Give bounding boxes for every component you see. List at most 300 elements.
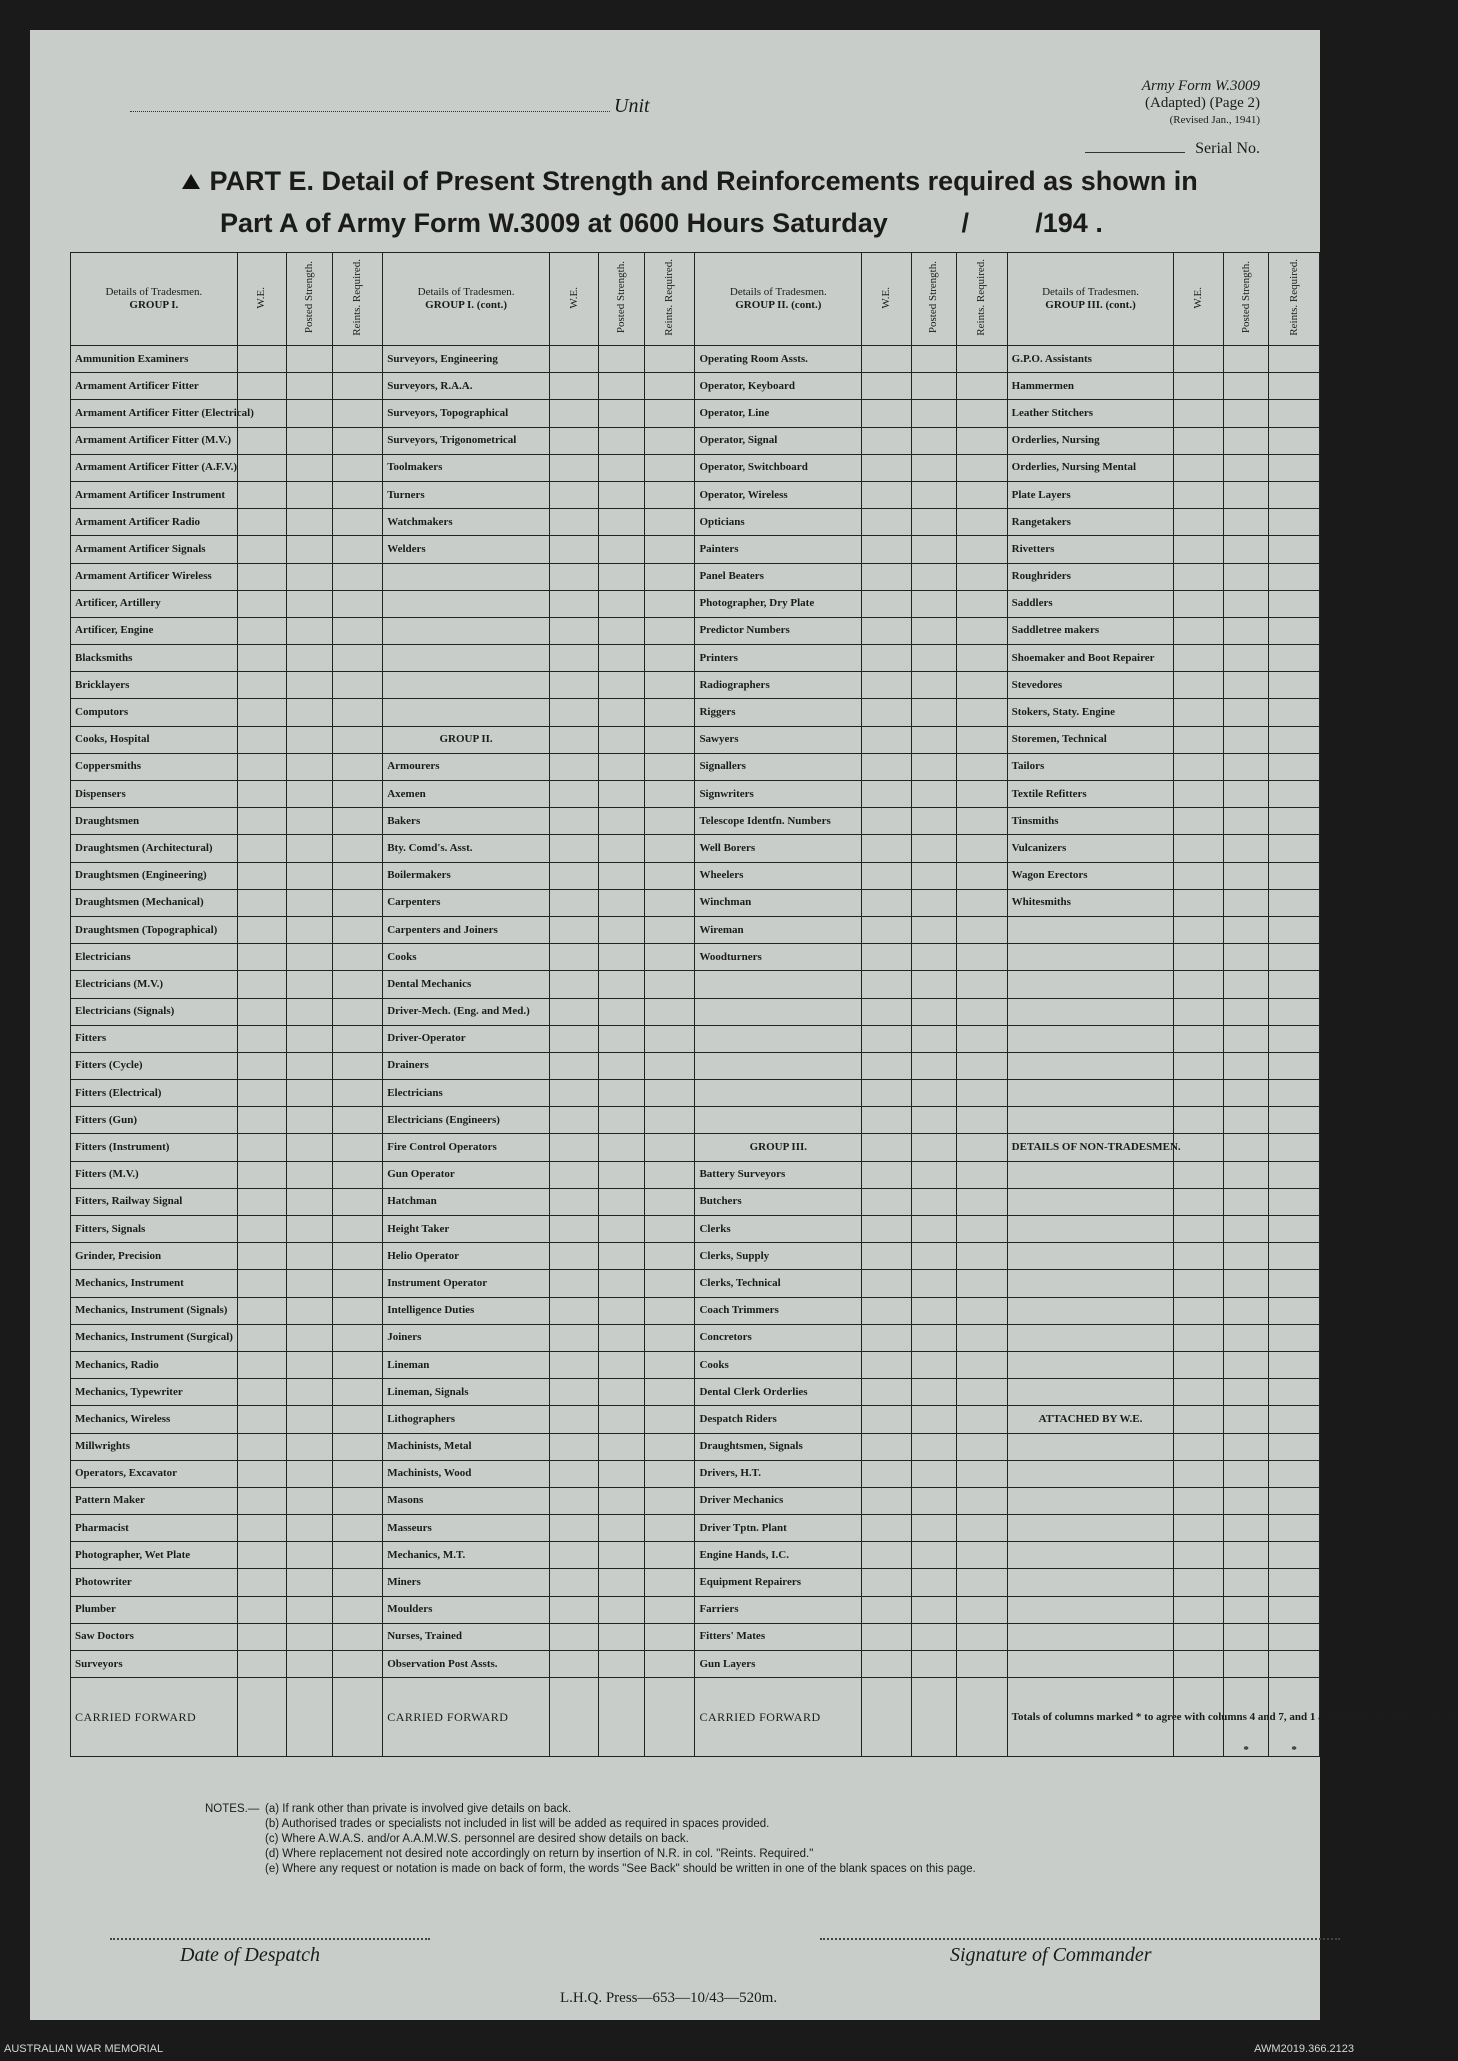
entry-cell[interactable] [549,1379,599,1406]
entry-cell[interactable] [549,427,599,454]
entry-cell[interactable] [957,536,1008,563]
entry-cell[interactable] [1223,373,1268,400]
entry-cell[interactable] [599,1623,644,1650]
entry-cell[interactable] [1223,536,1268,563]
entry-cell[interactable] [862,536,912,563]
entry-cell[interactable] [332,1623,383,1650]
entry-cell[interactable] [644,427,695,454]
blank-trade-cell[interactable] [1007,1216,1174,1243]
blank-trade-cell[interactable] [1007,1297,1174,1324]
entry-cell[interactable] [287,1297,332,1324]
entry-cell[interactable] [287,672,332,699]
entry-cell[interactable] [237,481,287,508]
entry-cell[interactable] [862,1651,912,1678]
blank-trade-cell[interactable] [1007,1270,1174,1297]
entry-cell[interactable] [1269,699,1320,726]
entry-cell[interactable] [1174,1379,1224,1406]
entry-cell[interactable] [237,1460,287,1487]
entry-cell[interactable] [911,1569,956,1596]
entry-cell[interactable] [1269,536,1320,563]
entry-cell[interactable] [332,1569,383,1596]
entry-cell[interactable] [549,481,599,508]
entry-cell[interactable] [332,1351,383,1378]
entry-cell[interactable] [332,699,383,726]
entry-cell[interactable] [549,509,599,536]
entry-cell[interactable] [599,1270,644,1297]
entry-cell[interactable] [1174,536,1224,563]
entry-cell[interactable] [862,1134,912,1161]
entry-cell[interactable] [549,998,599,1025]
entry-cell[interactable] [332,753,383,780]
entry-cell[interactable] [957,590,1008,617]
entry-cell[interactable] [237,645,287,672]
entry-cell[interactable] [1223,1188,1268,1215]
entry-cell[interactable] [332,1324,383,1351]
entry-cell[interactable] [911,427,956,454]
entry-cell[interactable] [237,1433,287,1460]
entry-cell[interactable] [287,1433,332,1460]
entry-cell[interactable] [549,808,599,835]
entry-cell[interactable] [237,726,287,753]
entry-cell[interactable] [911,1161,956,1188]
entry-cell[interactable] [332,1515,383,1542]
entry-cell[interactable] [599,808,644,835]
entry-cell[interactable] [549,563,599,590]
blank-trade-cell[interactable] [1007,1487,1174,1514]
blank-trade-cell[interactable] [695,1052,862,1079]
entry-cell[interactable] [332,1188,383,1215]
entry-cell[interactable] [957,1216,1008,1243]
entry-cell[interactable] [287,563,332,590]
entry-cell[interactable] [1223,563,1268,590]
entry-cell[interactable] [237,1569,287,1596]
entry-cell[interactable] [332,400,383,427]
entry-cell[interactable] [644,1188,695,1215]
entry-cell[interactable] [332,1161,383,1188]
entry-cell[interactable] [599,1188,644,1215]
entry-cell[interactable] [549,454,599,481]
entry-cell[interactable] [1223,1379,1268,1406]
entry-cell[interactable] [957,1678,1008,1757]
entry-cell[interactable] [287,536,332,563]
entry-cell[interactable] [549,617,599,644]
entry-cell[interactable] [1269,753,1320,780]
entry-cell[interactable] [911,916,956,943]
entry-cell[interactable] [1269,373,1320,400]
entry-cell[interactable] [237,454,287,481]
entry-cell[interactable] [237,1025,287,1052]
entry-cell[interactable] [549,1324,599,1351]
entry-cell[interactable] [237,699,287,726]
entry-cell[interactable] [599,971,644,998]
entry-cell[interactable] [1269,1107,1320,1134]
entry-cell[interactable] [599,1025,644,1052]
entry-cell[interactable] [1174,916,1224,943]
blank-trade-cell[interactable] [1007,1379,1174,1406]
entry-cell[interactable] [862,1542,912,1569]
entry-cell[interactable] [287,373,332,400]
entry-cell[interactable] [549,699,599,726]
entry-cell[interactable] [911,1379,956,1406]
entry-cell[interactable] [549,346,599,373]
entry-cell[interactable] [644,1596,695,1623]
entry-cell[interactable] [957,862,1008,889]
blank-trade-cell[interactable] [1007,1569,1174,1596]
entry-cell[interactable] [549,1216,599,1243]
entry-cell[interactable] [1174,835,1224,862]
entry-cell[interactable] [1174,1351,1224,1378]
entry-cell[interactable] [332,726,383,753]
entry-cell[interactable] [599,944,644,971]
entry-cell[interactable] [287,699,332,726]
entry-cell[interactable] [1223,427,1268,454]
entry-cell[interactable] [332,1487,383,1514]
entry-cell[interactable] [1174,1569,1224,1596]
entry-cell[interactable] [599,1216,644,1243]
entry-cell[interactable] [957,1542,1008,1569]
entry-cell[interactable] [1223,726,1268,753]
entry-cell[interactable] [1223,509,1268,536]
entry-cell[interactable] [911,781,956,808]
entry-cell[interactable] [237,1052,287,1079]
entry-cell[interactable] [332,454,383,481]
entry-cell[interactable] [287,944,332,971]
entry-cell[interactable] [1269,889,1320,916]
entry-cell[interactable] [332,781,383,808]
entry-cell[interactable] [862,1188,912,1215]
entry-cell[interactable] [644,699,695,726]
entry-cell[interactable] [237,916,287,943]
entry-cell[interactable] [549,1134,599,1161]
entry-cell[interactable] [911,1406,956,1433]
entry-cell[interactable] [599,998,644,1025]
entry-cell[interactable] [1223,454,1268,481]
entry-cell[interactable] [644,1379,695,1406]
blank-trade-cell[interactable] [383,672,550,699]
entry-cell[interactable] [862,590,912,617]
entry-cell[interactable] [957,1460,1008,1487]
entry-cell[interactable] [1269,1651,1320,1678]
entry-cell[interactable] [237,1107,287,1134]
date-of-despatch-field[interactable] [110,1938,430,1967]
entry-cell[interactable] [1269,400,1320,427]
entry-cell[interactable] [1174,808,1224,835]
entry-cell[interactable] [862,1351,912,1378]
entry-cell[interactable] [957,1188,1008,1215]
entry-cell[interactable] [549,373,599,400]
entry-cell[interactable] [957,808,1008,835]
entry-cell[interactable] [1269,1379,1320,1406]
entry-cell[interactable] [957,400,1008,427]
entry-cell[interactable] [1223,781,1268,808]
entry-cell[interactable] [287,400,332,427]
entry-cell[interactable] [644,1297,695,1324]
entry-cell[interactable] [1174,1025,1224,1052]
entry-cell[interactable] [1174,1433,1224,1460]
entry-cell[interactable] [549,536,599,563]
entry-cell[interactable] [599,481,644,508]
entry-cell[interactable] [549,1542,599,1569]
entry-cell[interactable] [911,563,956,590]
entry-cell[interactable] [549,1569,599,1596]
entry-cell[interactable] [237,617,287,644]
entry-cell[interactable] [599,753,644,780]
entry-cell[interactable] [549,1351,599,1378]
entry-cell[interactable] [957,1297,1008,1324]
entry-cell[interactable] [599,835,644,862]
blank-trade-cell[interactable] [1007,1243,1174,1270]
entry-cell[interactable] [237,1243,287,1270]
entry-cell[interactable] [1174,699,1224,726]
entry-cell[interactable] [1223,1487,1268,1514]
entry-cell[interactable] [862,1052,912,1079]
entry-cell[interactable] [599,726,644,753]
entry-cell[interactable] [332,971,383,998]
entry-cell[interactable] [1269,1596,1320,1623]
entry-cell[interactable] [599,400,644,427]
entry-cell[interactable] [599,1433,644,1460]
entry-cell[interactable] [862,1216,912,1243]
entry-cell[interactable] [1269,835,1320,862]
entry-cell[interactable] [1269,1297,1320,1324]
entry-cell[interactable] [287,1515,332,1542]
blank-trade-cell[interactable] [1007,1433,1174,1460]
entry-cell[interactable] [862,916,912,943]
entry-cell[interactable] [287,998,332,1025]
entry-cell[interactable] [862,726,912,753]
entry-cell[interactable] [911,1351,956,1378]
entry-cell[interactable] [332,1596,383,1623]
entry-cell[interactable] [332,427,383,454]
entry-cell[interactable] [911,1623,956,1650]
entry-cell[interactable] [599,862,644,889]
entry-cell[interactable] [957,699,1008,726]
entry-cell[interactable] [862,753,912,780]
entry-cell[interactable] [1223,944,1268,971]
entry-cell[interactable] [1269,590,1320,617]
entry-cell[interactable] [1269,971,1320,998]
entry-cell[interactable] [599,1569,644,1596]
entry-cell[interactable] [549,1406,599,1433]
entry-cell[interactable] [911,1542,956,1569]
entry-cell[interactable] [862,1324,912,1351]
entry-cell[interactable] [332,1542,383,1569]
entry-cell[interactable] [549,944,599,971]
entry-cell[interactable] [549,1107,599,1134]
entry-cell[interactable] [332,1216,383,1243]
entry-cell[interactable] [1174,1216,1224,1243]
entry-cell[interactable] [1269,1025,1320,1052]
entry-cell[interactable] [644,944,695,971]
entry-cell[interactable] [957,373,1008,400]
entry-cell[interactable] [911,400,956,427]
entry-cell[interactable] [549,835,599,862]
entry-cell[interactable] [599,1243,644,1270]
entry-cell[interactable] [862,835,912,862]
entry-cell[interactable] [1223,481,1268,508]
entry-cell[interactable] [1174,1487,1224,1514]
entry-cell[interactable] [862,1270,912,1297]
entry-cell[interactable] [911,346,956,373]
blank-trade-cell[interactable] [1007,971,1174,998]
entry-cell[interactable] [1269,645,1320,672]
entry-cell[interactable] [332,346,383,373]
entry-cell[interactable] [644,889,695,916]
entry-cell[interactable] [862,1406,912,1433]
entry-cell[interactable] [1223,1134,1268,1161]
entry-cell[interactable] [644,1433,695,1460]
entry-cell[interactable] [237,1596,287,1623]
entry-cell[interactable] [1174,1623,1224,1650]
entry-cell[interactable] [957,454,1008,481]
entry-cell[interactable] [287,862,332,889]
entry-cell[interactable] [287,1487,332,1514]
entry-cell[interactable] [1223,1216,1268,1243]
entry-cell[interactable] [599,617,644,644]
entry-cell[interactable] [332,916,383,943]
entry-cell[interactable] [1269,862,1320,889]
entry-cell[interactable] [1269,916,1320,943]
blank-trade-cell[interactable] [1007,1324,1174,1351]
entry-cell[interactable] [1269,1569,1320,1596]
entry-cell[interactable] [599,346,644,373]
entry-cell[interactable] [287,1460,332,1487]
entry-cell[interactable] [862,699,912,726]
entry-cell[interactable] [957,1433,1008,1460]
entry-cell[interactable] [1174,1515,1224,1542]
entry-cell[interactable] [332,998,383,1025]
entry-cell[interactable] [911,889,956,916]
blank-trade-cell[interactable] [695,1080,862,1107]
entry-cell[interactable] [644,481,695,508]
entry-cell[interactable] [644,1515,695,1542]
entry-cell[interactable] [644,346,695,373]
entry-cell[interactable] [1223,753,1268,780]
entry-cell[interactable] [957,1161,1008,1188]
blank-trade-cell[interactable] [695,1025,862,1052]
entry-cell[interactable] [957,998,1008,1025]
entry-cell[interactable] [237,1188,287,1215]
entry-cell[interactable] [237,1515,287,1542]
entry-cell[interactable] [862,1080,912,1107]
entry-cell[interactable] [1269,427,1320,454]
entry-cell[interactable] [1174,1107,1224,1134]
entry-cell[interactable] [1269,454,1320,481]
entry-cell[interactable] [644,1324,695,1351]
entry-cell[interactable] [911,373,956,400]
entry-cell[interactable] [1269,1216,1320,1243]
entry-cell[interactable] [287,427,332,454]
entry-cell[interactable] [287,454,332,481]
entry-cell[interactable] [287,1052,332,1079]
entry-cell[interactable] [332,645,383,672]
entry-cell[interactable] [957,509,1008,536]
entry-cell[interactable] [911,1243,956,1270]
entry-cell[interactable] [862,672,912,699]
entry-cell[interactable] [599,699,644,726]
entry-cell[interactable] [957,1569,1008,1596]
entry-cell[interactable] [957,1596,1008,1623]
entry-cell[interactable] [911,1678,956,1757]
entry-cell[interactable] [549,1515,599,1542]
entry-cell[interactable] [237,1324,287,1351]
blank-trade-cell[interactable] [1007,1080,1174,1107]
entry-cell[interactable] [957,1025,1008,1052]
entry-cell[interactable] [911,645,956,672]
entry-cell[interactable] [287,1270,332,1297]
entry-cell[interactable] [1269,672,1320,699]
entry-cell[interactable] [1223,808,1268,835]
entry-cell[interactable] [549,1270,599,1297]
entry-cell[interactable] [1223,1542,1268,1569]
entry-cell[interactable] [1269,944,1320,971]
entry-cell[interactable] [287,590,332,617]
entry-cell[interactable] [911,753,956,780]
entry-cell[interactable] [644,373,695,400]
entry-cell[interactable] [237,1134,287,1161]
entry-cell[interactable] [911,1052,956,1079]
entry-cell[interactable] [862,1161,912,1188]
entry-cell[interactable] [599,672,644,699]
blank-trade-cell[interactable] [1007,944,1174,971]
entry-cell[interactable] [1269,481,1320,508]
entry-cell[interactable] [1174,781,1224,808]
entry-cell[interactable] [911,1487,956,1514]
entry-cell[interactable] [549,753,599,780]
entry-cell[interactable] [599,1297,644,1324]
entry-cell[interactable] [1269,1487,1320,1514]
entry-cell[interactable] [237,1487,287,1514]
entry-cell[interactable] [332,862,383,889]
entry-cell[interactable] [1269,1080,1320,1107]
entry-cell[interactable] [599,454,644,481]
entry-cell[interactable] [957,563,1008,590]
entry-cell[interactable] [1174,617,1224,644]
entry-cell[interactable] [599,1542,644,1569]
entry-cell[interactable] [237,1297,287,1324]
entry-cell[interactable] [287,971,332,998]
entry-cell[interactable] [1223,1623,1268,1650]
entry-cell[interactable] [332,944,383,971]
entry-cell[interactable] [599,1080,644,1107]
entry-cell[interactable] [549,1188,599,1215]
entry-cell[interactable] [644,1270,695,1297]
entry-cell[interactable] [332,1270,383,1297]
entry-cell[interactable] [1174,726,1224,753]
entry-cell[interactable] [599,781,644,808]
entry-cell[interactable] [599,563,644,590]
entry-cell[interactable] [1269,1134,1320,1161]
blank-trade-cell[interactable] [1007,1542,1174,1569]
blank-trade-cell[interactable] [1007,1351,1174,1378]
entry-cell[interactable] [549,862,599,889]
entry-cell[interactable] [911,590,956,617]
entry-cell[interactable] [957,617,1008,644]
entry-cell[interactable] [549,971,599,998]
entry-cell[interactable] [599,1052,644,1079]
entry-cell[interactable] [549,1460,599,1487]
entry-cell[interactable] [287,1107,332,1134]
entry-cell[interactable] [237,781,287,808]
entry-cell[interactable] [1223,672,1268,699]
entry-cell[interactable] [1223,835,1268,862]
entry-cell[interactable] [644,1134,695,1161]
entry-cell[interactable] [957,889,1008,916]
blank-trade-cell[interactable] [383,563,550,590]
entry-cell[interactable] [957,1379,1008,1406]
entry-cell[interactable] [911,1651,956,1678]
entry-cell[interactable] [287,1324,332,1351]
